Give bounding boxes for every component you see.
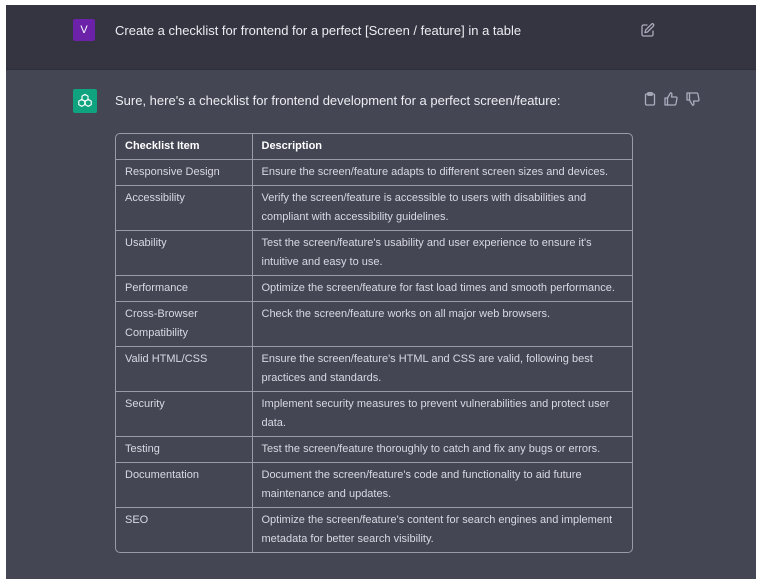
table-header-row: [116, 134, 632, 160]
description-cell: Optimize the screen/feature for fast load times and smooth performance.: [252, 276, 632, 302]
clipboard-icon[interactable]: [642, 91, 658, 107]
user-message-row: [6, 5, 756, 70]
checklist-item-cell: Responsive Design: [116, 160, 252, 186]
description-cell: Ensure the screen/feature's HTML and CSS are valid, following best practices and standards.: [252, 347, 632, 392]
description-cell: Check the screen/feature works on all major web browsers.: [252, 302, 632, 347]
checklist-item-cell: SEO: [116, 508, 252, 553]
checklist-table: [115, 133, 633, 553]
checklist-item-cell: Usability: [116, 231, 252, 276]
assistant-intro-text: Sure, here's a checklist for frontend development for a perfect screen/feature:: [115, 93, 561, 108]
edit-icon[interactable]: [640, 22, 656, 38]
checklist-item-cell: Valid HTML/CSS: [116, 347, 252, 392]
description-cell: Ensure the screen/feature adapts to different screen sizes and devices.: [252, 160, 632, 186]
checklist-item-cell: Cross-Browser Compatibility: [116, 302, 252, 347]
table-row: [116, 437, 632, 463]
checklist-item-cell: Accessibility: [116, 186, 252, 231]
table-row: [116, 392, 632, 437]
user-avatar: V: [73, 19, 95, 41]
checklist-item-cell: Testing: [116, 437, 252, 463]
description-cell: Implement security measures to prevent vulnerabilities and protect user data.: [252, 392, 632, 437]
checklist-item-cell: Documentation: [116, 463, 252, 508]
table-row: [116, 347, 632, 392]
description-cell: Document the screen/feature's code and functionality to aid future maintenance and updates.: [252, 463, 632, 508]
column-header-description: Description: [252, 134, 632, 160]
checklist-item-cell: Performance: [116, 276, 252, 302]
table-row: [116, 276, 632, 302]
table-row: [116, 463, 632, 508]
description-cell: Optimize the screen/feature's content for search engines and implement metadata for better search visibility.: [252, 508, 632, 553]
column-header-item: Checklist Item: [116, 134, 252, 160]
table-row: [116, 302, 632, 347]
thumbs-down-icon[interactable]: [685, 91, 701, 107]
table-row: [116, 508, 632, 553]
chat-frame: [6, 5, 756, 579]
description-cell: Test the screen/feature thoroughly to catch and fix any bugs or errors.: [252, 437, 632, 463]
assistant-avatar: [73, 89, 97, 113]
table-row: [116, 160, 632, 186]
description-cell: Verify the screen/feature is accessible to users with disabilities and compliant with accessibility guidelines.: [252, 186, 632, 231]
thumbs-up-icon[interactable]: [663, 91, 679, 107]
table-row: [116, 186, 632, 231]
description-cell: Test the screen/feature's usability and user experience to ensure it's intuitive and easy to use.: [252, 231, 632, 276]
user-message-text: Create a checklist for frontend for a perfect [Screen / feature] in a table: [115, 23, 522, 38]
table-row: [116, 231, 632, 276]
checklist-item-cell: Security: [116, 392, 252, 437]
